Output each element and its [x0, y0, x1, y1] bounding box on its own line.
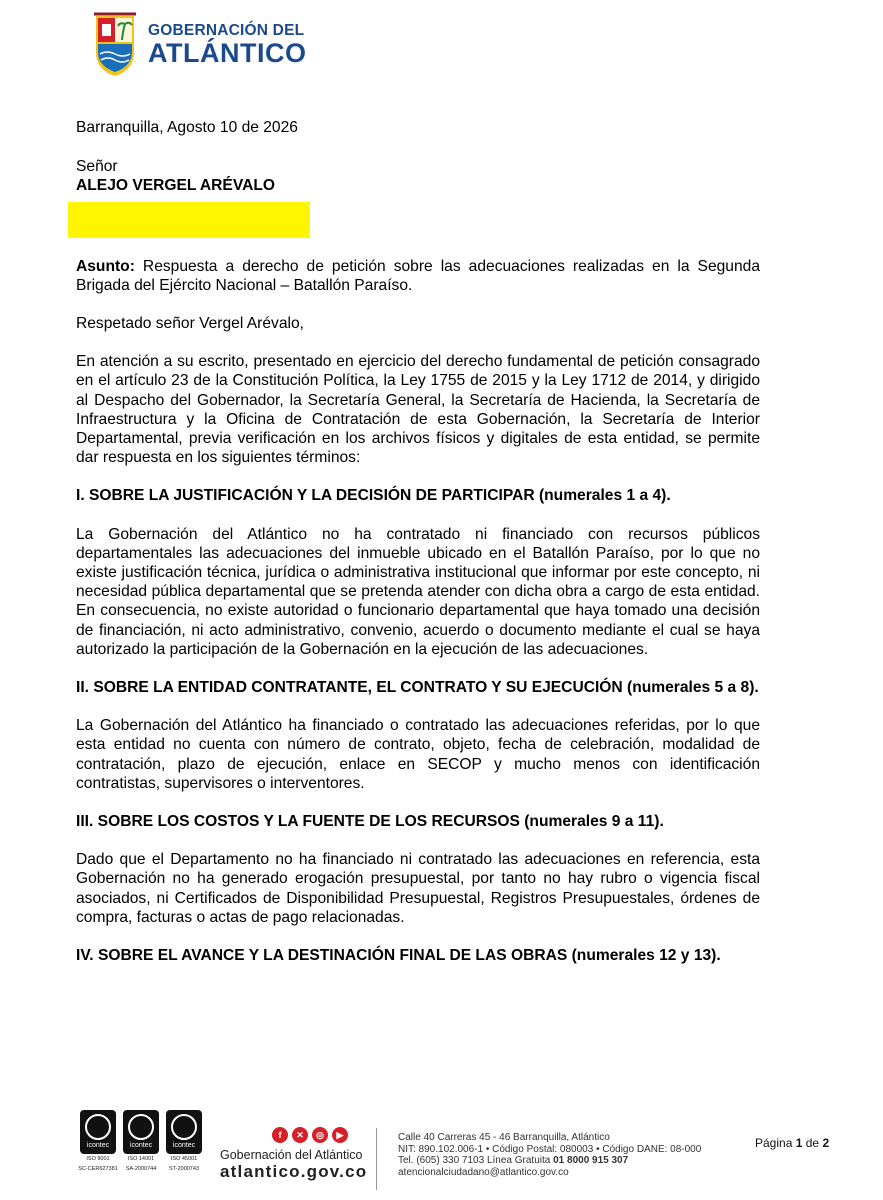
place-date: Barranquilla, Agosto 10 de 2026	[76, 119, 298, 136]
page-number: Página 1 de 2	[755, 1136, 830, 1150]
icontec-badge: icontec	[166, 1110, 202, 1154]
redacted-highlight	[68, 202, 310, 238]
section-heading: II. SOBRE LA ENTIDAD CONTRATANTE, EL CONTRATO Y SU EJECUCIÓN (numerales 5 a 8).	[76, 679, 759, 697]
section-heading: III. SOBRE LOS COSTOS Y LA FUENTE DE LOS RECURSOS (numerales 9 a 11).	[76, 813, 664, 831]
section-body: Dado que el Departamento no ha financiado ni contratado las adecuaciones en referencia, esta Gobernación no ha generado erogación presupuestal, por tanto no hay rubro o vigencia fiscal asociados, ni Certificados de Disponibilidad Presupuestal, Registros Presupuestales, órdenes de compra, facturas o actas de pago relacionadas.	[76, 851, 760, 926]
section-body: La Gobernación del Atlántico no ha contratado ni financiado con recursos públicos departamentales las adecuaciones del inmueble ubicado en el Batallón Paraíso, por lo que no existe justificación técnica, jurídica o administrativa institucional que informar por este concepto, ni necesidad pública departamental que se pretenda atender con dicha obra a cargo de esta entidad. En consecuencia, no existe autoridad o funcionario departamental que haya tomado una decisión de financiación, ni acto administrativo, convenio, acuerdo o documento mediante el cual se haya autorizado la participación de la Gobernación en la ejecución de las adecuaciones.	[76, 525, 760, 658]
coat-of-arms-icon	[92, 12, 138, 78]
letter-footer	[0, 1100, 883, 1200]
email-line[interactable]: atencionalciudadano@atlantico.gov.co	[398, 1166, 569, 1178]
salutation-title: Señor	[76, 158, 118, 176]
iso-label: ISO 9001	[86, 1156, 110, 1162]
instagram-icon[interactable]: ◎	[312, 1127, 328, 1143]
subject-text: Respuesta a derecho de petición sobre las adecuaciones realizadas en la Segunda Brigada del Ejército Nacional – Batallón Paraíso.	[76, 257, 760, 294]
icontec-badge: icontec	[123, 1110, 159, 1154]
facebook-icon[interactable]: f	[272, 1127, 288, 1143]
brand-top-text: GOBERNACIÓN DEL	[148, 21, 305, 39]
subject-line	[76, 257, 760, 295]
brand-bottom-text: ATLÁNTICO	[148, 38, 307, 69]
section-heading: IV. SOBRE EL AVANCE Y LA DESTINACIÓN FINAL DE LAS OBRAS (numerales 12 y 13).	[76, 947, 721, 965]
iso-label: ISO 14001	[127, 1156, 155, 1162]
letter-body	[76, 118, 760, 965]
x-twitter-icon[interactable]: ✕	[292, 1127, 308, 1143]
footer-website[interactable]: atlantico.gov.co	[220, 1162, 368, 1181]
cert-code: SA-2000744	[125, 1166, 157, 1172]
section-body: La Gobernación del Atlántico ha financiado o contratado las adecuaciones referidas, por lo que esta entidad no cuenta con número de contrato, objeto, fecha de celebración, modalidad de contratación, plazo de ejecución, enlace en SECOP y mucho menos con identificación contratistas, supervisores o interventores.	[76, 717, 760, 792]
footer-address	[398, 1132, 701, 1178]
gobernacion-logo	[92, 12, 306, 78]
phone-line: Tel. (605) 330 7103 Línea Gratuita 01 8000 915 307	[398, 1155, 629, 1166]
cert-code: ST-2000743	[169, 1166, 199, 1172]
address-line: Calle 40 Carreras 45 - 46 Barranquilla, Atlántico	[398, 1132, 610, 1143]
recipient-name: ALEJO VERGEL ARÉVALO	[76, 177, 275, 195]
icontec-badge: icontec	[80, 1110, 116, 1154]
iso-label: ISO 45001	[170, 1156, 198, 1162]
greeting: Respetado señor Vergel Arévalo,	[76, 315, 304, 333]
address-line: NIT: 890.102.006-1 • Código Postal: 080003 • Código DANE: 08-000	[398, 1143, 702, 1155]
social-links	[272, 1127, 348, 1143]
youtube-icon[interactable]: ▶	[332, 1127, 348, 1143]
cert-code: SC-CER627381	[78, 1166, 118, 1172]
section-heading: I. SOBRE LA JUSTIFICACIÓN Y LA DECISIÓN DE PARTICIPAR (numerales 1 a 4).	[76, 487, 671, 505]
footer-gob-name: Gobernación del Atlántico	[220, 1148, 363, 1162]
footer-divider	[376, 1128, 377, 1190]
subject-label: Asunto:	[76, 257, 135, 275]
intro-paragraph: En atención a su escrito, presentado en ejercicio del derecho fundamental de petición consagrado en el artículo 23 de la Constitución Política, la Ley 1755 de 2015 y la Ley 1712 de 2014, y dirigido al Despacho del Gobernador, la Secretaría General, la Secretaría de Hacienda, la Secretaría de Infraestructura y la Oficina de Contratación de esta Gobernación, la Secretaría de Interior Departamental, previa verificación en los archivos físicos y digitales de esta entidad, se permite dar respuesta en los siguientes términos:	[76, 353, 760, 467]
